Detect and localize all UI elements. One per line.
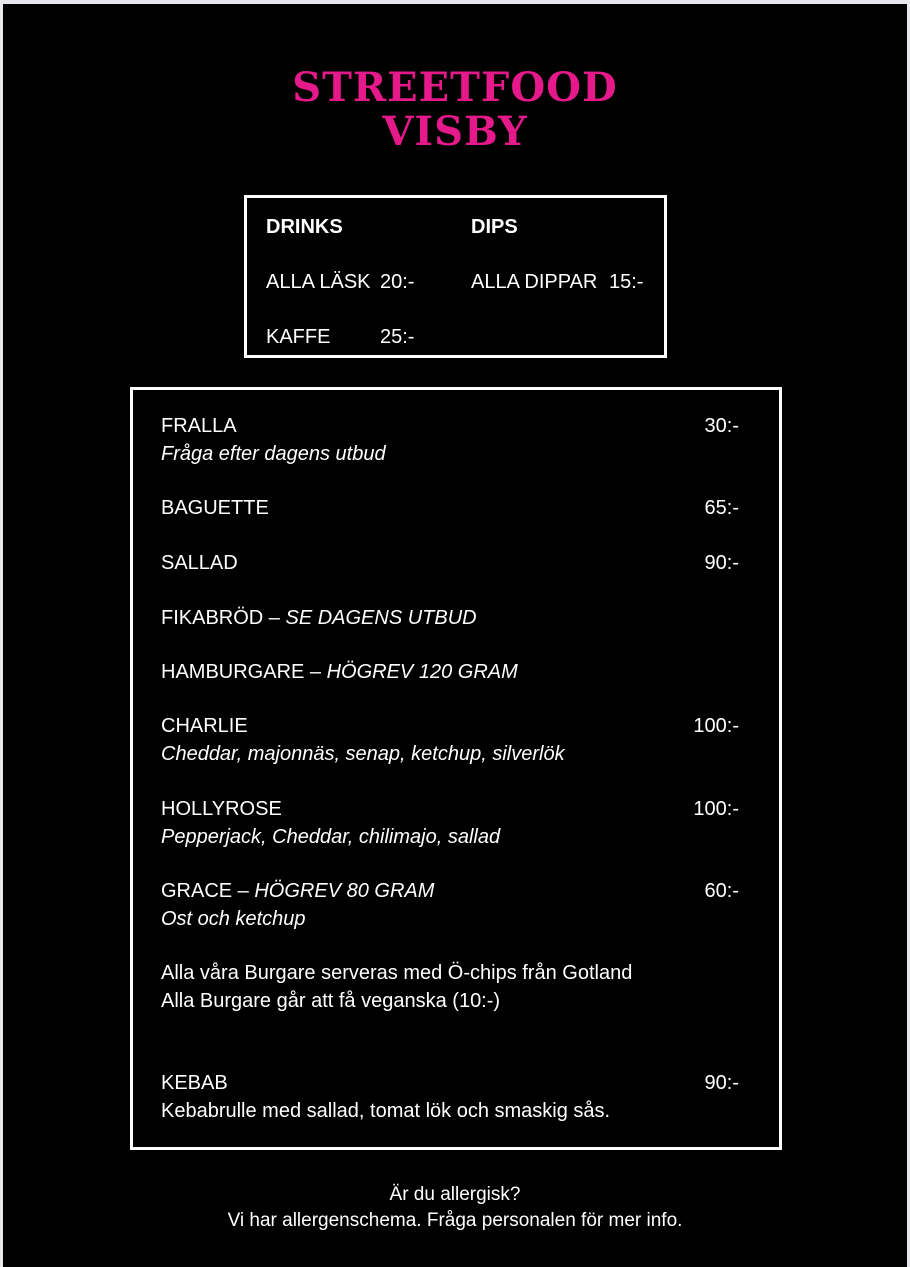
menu-item-name: BAGUETTE [161,497,269,519]
menu-item-desc: Ost och ketchup [161,908,306,930]
menu-item-name: FIKABRÖD – [161,607,286,629]
allergy-question: Är du allergisk? [389,1184,521,1205]
menu-item-grace [161,879,434,903]
menu-item-fikabrod [161,606,477,630]
menu-item-price: 30:- [704,415,739,437]
brand-line-1: STREETFOOD [292,64,618,111]
drink-item-price: 20:- [380,271,415,293]
menu-item-note: HÖGREV 120 GRAM [326,661,518,683]
menu-item-desc: Pepperjack, Cheddar, chilimajo, sallad [161,826,501,848]
drinks-dips-box [244,195,667,358]
burger-info-vegan: Alla Burgare går att få veganska (10:-) [161,990,501,1012]
drink-item-price: 25:- [380,326,415,348]
menu-item-price: 65:- [704,497,739,519]
dips-header: DIPS [471,216,518,238]
menu-item-note: SE DAGENS UTBUD [285,607,477,629]
drink-item-name: KAFFE [266,326,331,348]
menu-item-name: CHARLIE [161,715,248,737]
menu-item-price: 60:- [704,880,739,902]
menu-item-price: 100:- [693,715,739,737]
menu-item-name: KEBAB [161,1072,228,1094]
menu-item-price: 90:- [704,1072,739,1094]
menu-item-name: FRALLA [161,415,237,437]
drinks-header: DRINKS [266,216,343,238]
menu-item-desc: Cheddar, majonnäs, senap, ketchup, silverlök [161,743,565,765]
dip-item-name: ALLA DIPPAR [471,271,598,293]
brand-logo [0,66,910,154]
menu-item-note: HÖGREV 80 GRAM [254,880,435,902]
menu-item-name: SALLAD [161,552,238,574]
menu-item-desc: Fråga efter dagens utbud [161,443,386,465]
menu-item-name: GRACE – [161,880,255,902]
burger-info-chips: Alla våra Burgare serveras med Ö-chips från Gotland [161,962,633,984]
menu-item-name: HOLLYROSE [161,798,282,820]
menu-item-price: 100:- [693,798,739,820]
brand-line-2: VISBY [382,108,528,155]
dip-item-price: 15:- [609,271,644,293]
menu-item-price: 90:- [704,552,739,574]
menu-item-desc: Kebabrulle med sallad, tomat lök och smaskig sås. [161,1100,611,1122]
menu-section-hamburgare [161,660,518,684]
drink-item-name: ALLA LÄSK [266,271,371,293]
allergy-info: Vi har allergenschema. Fråga personalen för mer info. [227,1210,683,1231]
menu-item-name: HAMBURGARE – [161,661,327,683]
food-menu-box [130,387,782,1150]
